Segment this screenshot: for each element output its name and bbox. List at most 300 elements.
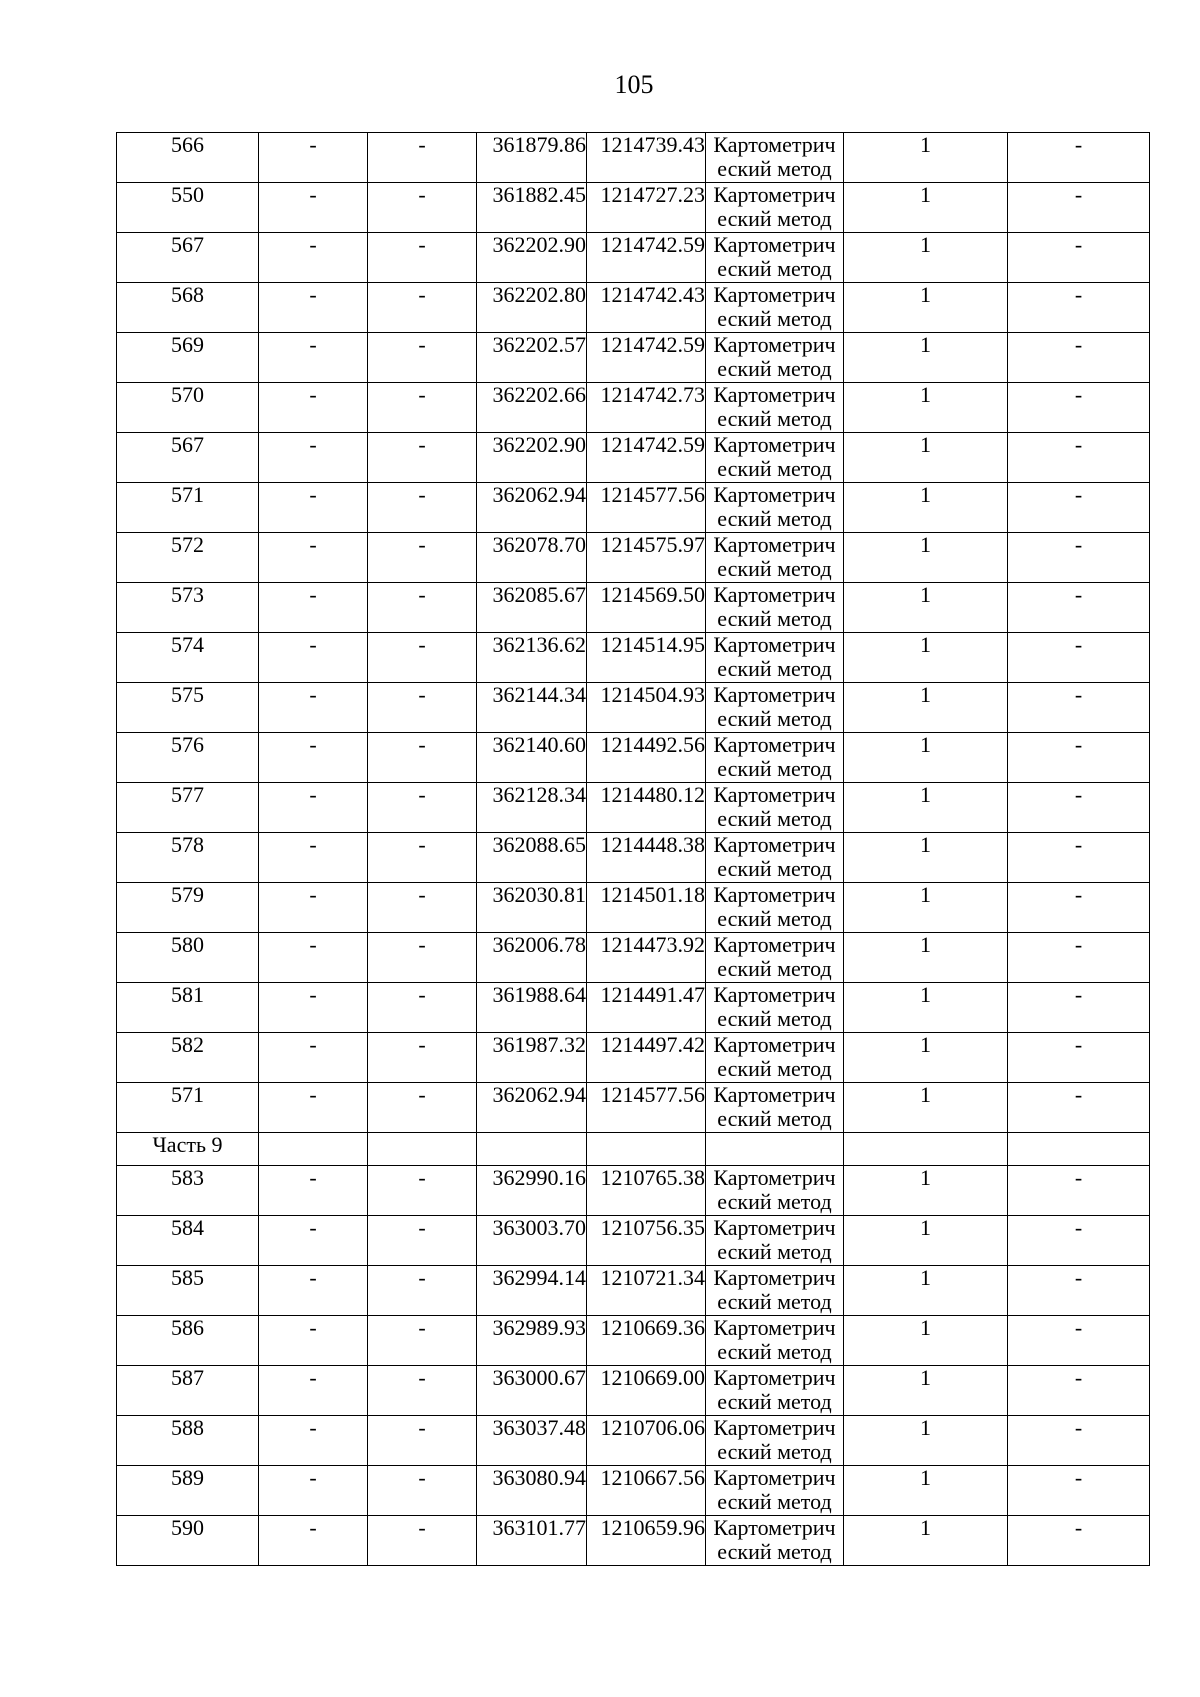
x-coordinate-cell: 362006.78 <box>477 933 587 983</box>
dash-cell: - <box>368 283 477 333</box>
dash-cell: - <box>259 583 368 633</box>
method-text-line2: еский метод <box>717 506 832 531</box>
y-coordinate-cell: 1214569.50 <box>587 583 706 633</box>
dash-cell: - <box>368 1466 477 1516</box>
table-row <box>117 733 1150 783</box>
dash-cell: - <box>368 833 477 883</box>
dash-cell: - <box>1008 783 1150 833</box>
accuracy-cell: 1 <box>844 683 1008 733</box>
dash-cell: - <box>368 733 477 783</box>
method-text-line2: еский метод <box>717 1056 832 1081</box>
point-number-cell: 576 <box>117 733 259 783</box>
method-text-line2: еский метод <box>717 1239 832 1264</box>
method-text-line1: Картометрич <box>713 1415 836 1440</box>
x-coordinate-cell: 362144.34 <box>477 683 587 733</box>
dash-cell: - <box>259 1366 368 1416</box>
method-cell <box>706 833 844 883</box>
dash-cell: - <box>368 933 477 983</box>
x-coordinate-cell: 362136.62 <box>477 633 587 683</box>
method-text-line1: Картометрич <box>713 232 836 257</box>
x-coordinate-cell: 361882.45 <box>477 183 587 233</box>
point-number-cell: 568 <box>117 283 259 333</box>
dash-cell: - <box>1008 1416 1150 1466</box>
dash-cell: - <box>368 233 477 283</box>
dash-cell: - <box>259 1516 368 1566</box>
point-number-cell: 572 <box>117 533 259 583</box>
accuracy-cell: 1 <box>844 1416 1008 1466</box>
table-row <box>117 1216 1150 1266</box>
section-row <box>117 1133 1150 1166</box>
dash-cell: - <box>368 1416 477 1466</box>
dash-cell: - <box>368 883 477 933</box>
accuracy-cell: 1 <box>844 533 1008 583</box>
point-number-cell: 574 <box>117 633 259 683</box>
table-row <box>117 433 1150 483</box>
dash-cell: - <box>259 1316 368 1366</box>
method-text-line2: еский метод <box>717 1389 832 1414</box>
table-row <box>117 383 1150 433</box>
dash-cell: - <box>259 433 368 483</box>
y-coordinate-cell: 1214575.97 <box>587 533 706 583</box>
method-text-line2: еский метод <box>717 706 832 731</box>
point-number-cell: 583 <box>117 1166 259 1216</box>
method-text-line1: Картометрич <box>713 282 836 307</box>
method-text-line1: Картометрич <box>713 182 836 207</box>
y-coordinate-cell: 1214577.56 <box>587 1083 706 1133</box>
y-coordinate-cell: 1214480.12 <box>587 783 706 833</box>
point-number-cell: 573 <box>117 583 259 633</box>
accuracy-cell: 1 <box>844 983 1008 1033</box>
dash-cell: - <box>1008 1366 1150 1416</box>
point-number-cell: 587 <box>117 1366 259 1416</box>
dash-cell: - <box>259 283 368 333</box>
dash-cell: - <box>259 333 368 383</box>
accuracy-cell: 1 <box>844 183 1008 233</box>
accuracy-cell: 1 <box>844 1033 1008 1083</box>
method-cell <box>706 183 844 233</box>
method-text-line1: Картометрич <box>713 382 836 407</box>
method-cell <box>706 533 844 583</box>
dash-cell: - <box>259 1216 368 1266</box>
method-text-line2: еский метод <box>717 1289 832 1314</box>
method-cell <box>706 733 844 783</box>
y-coordinate-cell: 1210669.36 <box>587 1316 706 1366</box>
point-number-cell: 579 <box>117 883 259 933</box>
method-text-line1: Картометрич <box>713 1265 836 1290</box>
y-coordinate-cell: 1214727.23 <box>587 183 706 233</box>
dash-cell: - <box>259 683 368 733</box>
method-cell <box>706 1033 844 1083</box>
method-cell <box>706 233 844 283</box>
dash-cell: - <box>259 533 368 583</box>
point-number-cell: 570 <box>117 383 259 433</box>
accuracy-cell: 1 <box>844 583 1008 633</box>
dash-cell: - <box>259 733 368 783</box>
method-text-line2: еский метод <box>717 456 832 481</box>
y-coordinate-cell: 1214742.59 <box>587 333 706 383</box>
method-text-line1: Картометрич <box>713 482 836 507</box>
dash-cell: - <box>368 333 477 383</box>
method-cell <box>706 933 844 983</box>
empty-cell <box>844 1133 1008 1166</box>
table-row <box>117 833 1150 883</box>
point-number-cell: 567 <box>117 233 259 283</box>
x-coordinate-cell: 362088.65 <box>477 833 587 883</box>
x-coordinate-cell: 362078.70 <box>477 533 587 583</box>
accuracy-cell: 1 <box>844 1216 1008 1266</box>
dash-cell: - <box>259 883 368 933</box>
dash-cell: - <box>1008 433 1150 483</box>
dash-cell: - <box>1008 1166 1150 1216</box>
method-text-line1: Картометрич <box>713 432 836 457</box>
y-coordinate-cell: 1214742.59 <box>587 233 706 283</box>
dash-cell: - <box>368 783 477 833</box>
y-coordinate-cell: 1214491.47 <box>587 983 706 1033</box>
dash-cell: - <box>368 1366 477 1416</box>
table-row <box>117 233 1150 283</box>
method-cell <box>706 383 844 433</box>
method-text-line2: еский метод <box>717 806 832 831</box>
method-text-line2: еский метод <box>717 606 832 631</box>
method-cell <box>706 1166 844 1216</box>
method-text-line2: еский метод <box>717 256 832 281</box>
y-coordinate-cell: 1210756.35 <box>587 1216 706 1266</box>
method-text-line1: Картометрич <box>713 882 836 907</box>
method-text-line2: еский метод <box>717 156 832 181</box>
empty-cell <box>368 1133 477 1166</box>
empty-cell <box>706 1133 844 1166</box>
dash-cell: - <box>259 483 368 533</box>
table-row <box>117 1166 1150 1216</box>
table-row <box>117 1316 1150 1366</box>
method-text-line1: Картометрич <box>713 932 836 957</box>
x-coordinate-cell: 362140.60 <box>477 733 587 783</box>
method-text-line2: еский метод <box>717 1439 832 1464</box>
table-row <box>117 183 1150 233</box>
y-coordinate-cell: 1214473.92 <box>587 933 706 983</box>
point-number-cell: 575 <box>117 683 259 733</box>
empty-cell <box>477 1133 587 1166</box>
method-text-line2: еский метод <box>717 1539 832 1564</box>
table-row <box>117 1033 1150 1083</box>
accuracy-cell: 1 <box>844 933 1008 983</box>
table-row <box>117 1083 1150 1133</box>
accuracy-cell: 1 <box>844 633 1008 683</box>
dash-cell: - <box>1008 1516 1150 1566</box>
method-cell <box>706 283 844 333</box>
accuracy-cell: 1 <box>844 1266 1008 1316</box>
dash-cell: - <box>368 1316 477 1366</box>
point-number-cell: 585 <box>117 1266 259 1316</box>
point-number-cell: 571 <box>117 483 259 533</box>
table-row <box>117 533 1150 583</box>
point-number-cell: 590 <box>117 1516 259 1566</box>
point-number-cell: 586 <box>117 1316 259 1366</box>
method-text-line2: еский метод <box>717 756 832 781</box>
point-number-cell: 582 <box>117 1033 259 1083</box>
dash-cell: - <box>1008 233 1150 283</box>
method-text-line1: Картометрич <box>713 582 836 607</box>
table-row <box>117 633 1150 683</box>
dash-cell: - <box>1008 333 1150 383</box>
accuracy-cell: 1 <box>844 1366 1008 1416</box>
dash-cell: - <box>368 1166 477 1216</box>
accuracy-cell: 1 <box>844 733 1008 783</box>
method-cell <box>706 333 844 383</box>
point-number-cell: 577 <box>117 783 259 833</box>
method-cell <box>706 1216 844 1266</box>
dash-cell: - <box>368 433 477 483</box>
dash-cell: - <box>1008 833 1150 883</box>
dash-cell: - <box>368 1216 477 1266</box>
method-text-line1: Картометрич <box>713 1365 836 1390</box>
method-text-line2: еский метод <box>717 1339 832 1364</box>
x-coordinate-cell: 363000.67 <box>477 1366 587 1416</box>
accuracy-cell: 1 <box>844 483 1008 533</box>
x-coordinate-cell: 363003.70 <box>477 1216 587 1266</box>
dash-cell: - <box>368 183 477 233</box>
accuracy-cell: 1 <box>844 283 1008 333</box>
method-cell <box>706 483 844 533</box>
method-text-line1: Картометрич <box>713 1515 836 1540</box>
y-coordinate-cell: 1214577.56 <box>587 483 706 533</box>
point-number-cell: 581 <box>117 983 259 1033</box>
dash-cell: - <box>1008 183 1150 233</box>
table-row <box>117 283 1150 333</box>
method-cell <box>706 1266 844 1316</box>
method-text-line1: Картометрич <box>713 1215 836 1240</box>
y-coordinate-cell: 1214742.73 <box>587 383 706 433</box>
x-coordinate-cell: 362989.93 <box>477 1316 587 1366</box>
section-label: Часть 9 <box>117 1133 259 1166</box>
y-coordinate-cell: 1214448.38 <box>587 833 706 883</box>
dash-cell: - <box>1008 383 1150 433</box>
method-cell <box>706 1466 844 1516</box>
dash-cell: - <box>259 983 368 1033</box>
dash-cell: - <box>259 833 368 883</box>
dash-cell: - <box>368 483 477 533</box>
method-text-line1: Картометрич <box>713 1315 836 1340</box>
dash-cell: - <box>259 1266 368 1316</box>
accuracy-cell: 1 <box>844 233 1008 283</box>
y-coordinate-cell: 1210706.06 <box>587 1416 706 1466</box>
x-coordinate-cell: 362202.66 <box>477 383 587 433</box>
coordinates-table <box>116 132 1150 1566</box>
dash-cell: - <box>259 233 368 283</box>
x-coordinate-cell: 361988.64 <box>477 983 587 1033</box>
dash-cell: - <box>1008 1033 1150 1083</box>
dash-cell: - <box>1008 133 1150 183</box>
dash-cell: - <box>259 933 368 983</box>
method-cell <box>706 1083 844 1133</box>
method-text-line1: Картометрич <box>713 1032 836 1057</box>
y-coordinate-cell: 1214501.18 <box>587 883 706 933</box>
dash-cell: - <box>368 1516 477 1566</box>
method-text-line1: Картометрич <box>713 1165 836 1190</box>
dash-cell: - <box>259 1083 368 1133</box>
table-row <box>117 1516 1150 1566</box>
method-text-line2: еский метод <box>717 356 832 381</box>
empty-cell <box>1008 1133 1150 1166</box>
x-coordinate-cell: 362990.16 <box>477 1166 587 1216</box>
empty-cell <box>259 1133 368 1166</box>
dash-cell: - <box>368 533 477 583</box>
method-cell <box>706 683 844 733</box>
accuracy-cell: 1 <box>844 1466 1008 1516</box>
method-text-line2: еский метод <box>717 956 832 981</box>
dash-cell: - <box>368 633 477 683</box>
accuracy-cell: 1 <box>844 883 1008 933</box>
method-cell <box>706 783 844 833</box>
method-text-line2: еский метод <box>717 306 832 331</box>
dash-cell: - <box>1008 933 1150 983</box>
empty-cell <box>587 1133 706 1166</box>
method-text-line2: еский метод <box>717 1106 832 1131</box>
dash-cell: - <box>1008 1316 1150 1366</box>
method-cell <box>706 1316 844 1366</box>
table-row <box>117 683 1150 733</box>
method-text-line1: Картометрич <box>713 832 836 857</box>
method-text-line2: еский метод <box>717 906 832 931</box>
dash-cell: - <box>259 1166 368 1216</box>
dash-cell: - <box>259 633 368 683</box>
x-coordinate-cell: 362202.57 <box>477 333 587 383</box>
x-coordinate-cell: 362062.94 <box>477 1083 587 1133</box>
method-text-line1: Картометрич <box>713 732 836 757</box>
accuracy-cell: 1 <box>844 433 1008 483</box>
method-text-line2: еский метод <box>717 1489 832 1514</box>
x-coordinate-cell: 363101.77 <box>477 1516 587 1566</box>
dash-cell: - <box>368 683 477 733</box>
point-number-cell: 566 <box>117 133 259 183</box>
y-coordinate-cell: 1214742.43 <box>587 283 706 333</box>
y-coordinate-cell: 1210667.56 <box>587 1466 706 1516</box>
y-coordinate-cell: 1210721.34 <box>587 1266 706 1316</box>
method-text-line2: еский метод <box>717 656 832 681</box>
dash-cell: - <box>1008 633 1150 683</box>
dash-cell: - <box>259 1466 368 1516</box>
y-coordinate-cell: 1210669.00 <box>587 1366 706 1416</box>
dash-cell: - <box>368 983 477 1033</box>
dash-cell: - <box>1008 583 1150 633</box>
dash-cell: - <box>259 133 368 183</box>
point-number-cell: 589 <box>117 1466 259 1516</box>
accuracy-cell: 1 <box>844 783 1008 833</box>
dash-cell: - <box>1008 1466 1150 1516</box>
x-coordinate-cell: 362202.90 <box>477 433 587 483</box>
method-text-line2: еский метод <box>717 406 832 431</box>
method-text-line2: еский метод <box>717 556 832 581</box>
y-coordinate-cell: 1210659.96 <box>587 1516 706 1566</box>
point-number-cell: 571 <box>117 1083 259 1133</box>
dash-cell: - <box>259 183 368 233</box>
accuracy-cell: 1 <box>844 1316 1008 1366</box>
dash-cell: - <box>1008 483 1150 533</box>
table-row <box>117 583 1150 633</box>
dash-cell: - <box>1008 1216 1150 1266</box>
method-text-line1: Картометрич <box>713 982 836 1007</box>
table-row <box>117 883 1150 933</box>
point-number-cell: 588 <box>117 1416 259 1466</box>
table-row <box>117 783 1150 833</box>
dash-cell: - <box>259 383 368 433</box>
x-coordinate-cell: 362202.80 <box>477 283 587 333</box>
method-text-line2: еский метод <box>717 1189 832 1214</box>
method-text-line2: еский метод <box>717 206 832 231</box>
dash-cell: - <box>1008 283 1150 333</box>
x-coordinate-cell: 363037.48 <box>477 1416 587 1466</box>
x-coordinate-cell: 362030.81 <box>477 883 587 933</box>
dash-cell: - <box>368 1033 477 1083</box>
table-row <box>117 1266 1150 1316</box>
method-text-line2: еский метод <box>717 1006 832 1031</box>
method-cell <box>706 983 844 1033</box>
method-cell <box>706 883 844 933</box>
page-number: 105 <box>614 70 654 99</box>
y-coordinate-cell: 1210765.38 <box>587 1166 706 1216</box>
point-number-cell: 578 <box>117 833 259 883</box>
method-cell <box>706 1366 844 1416</box>
accuracy-cell: 1 <box>844 133 1008 183</box>
point-number-cell: 550 <box>117 183 259 233</box>
y-coordinate-cell: 1214514.95 <box>587 633 706 683</box>
table-row <box>117 933 1150 983</box>
table-row <box>117 333 1150 383</box>
dash-cell: - <box>1008 733 1150 783</box>
point-number-cell: 584 <box>117 1216 259 1266</box>
dash-cell: - <box>259 783 368 833</box>
point-number-cell: 567 <box>117 433 259 483</box>
accuracy-cell: 1 <box>844 1083 1008 1133</box>
table-row <box>117 1366 1150 1416</box>
x-coordinate-cell: 362994.14 <box>477 1266 587 1316</box>
method-cell <box>706 433 844 483</box>
method-cell <box>706 583 844 633</box>
dash-cell: - <box>1008 1083 1150 1133</box>
y-coordinate-cell: 1214497.42 <box>587 1033 706 1083</box>
method-text-line1: Картометрич <box>713 632 836 657</box>
x-coordinate-cell: 362085.67 <box>477 583 587 633</box>
dash-cell: - <box>368 133 477 183</box>
point-number-cell: 569 <box>117 333 259 383</box>
x-coordinate-cell: 361987.32 <box>477 1033 587 1083</box>
method-text-line1: Картометрич <box>713 1465 836 1490</box>
method-text-line1: Картометрич <box>713 682 836 707</box>
method-text-line1: Картометрич <box>713 1082 836 1107</box>
method-cell <box>706 633 844 683</box>
table-row <box>117 983 1150 1033</box>
method-text-line1: Картометрич <box>713 782 836 807</box>
table-body <box>117 133 1150 1566</box>
dash-cell: - <box>368 383 477 433</box>
dash-cell: - <box>1008 683 1150 733</box>
method-text-line2: еский метод <box>717 856 832 881</box>
point-number-cell: 580 <box>117 933 259 983</box>
method-text-line1: Картометрич <box>713 132 836 157</box>
dash-cell: - <box>1008 533 1150 583</box>
method-text-line1: Картометрич <box>713 532 836 557</box>
dash-cell: - <box>368 583 477 633</box>
accuracy-cell: 1 <box>844 383 1008 433</box>
dash-cell: - <box>1008 983 1150 1033</box>
table-row <box>117 133 1150 183</box>
y-coordinate-cell: 1214742.59 <box>587 433 706 483</box>
accuracy-cell: 1 <box>844 1516 1008 1566</box>
method-cell <box>706 1516 844 1566</box>
dash-cell: - <box>368 1083 477 1133</box>
x-coordinate-cell: 362062.94 <box>477 483 587 533</box>
accuracy-cell: 1 <box>844 833 1008 883</box>
